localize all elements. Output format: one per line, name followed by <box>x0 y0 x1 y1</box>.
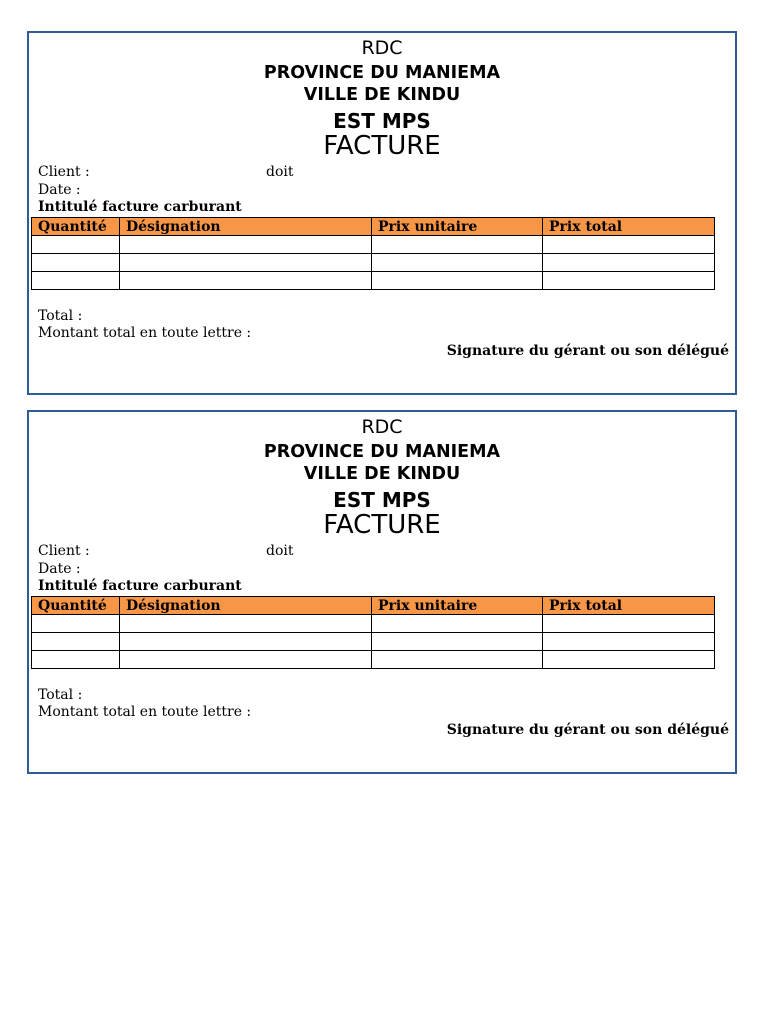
invoice-title: FACTURE <box>323 510 441 540</box>
table-cell[interactable] <box>372 651 543 669</box>
client-label: Client : <box>38 543 90 559</box>
province-heading: PROVINCE DU MANIEMA <box>263 442 501 462</box>
table-cell[interactable] <box>120 254 372 272</box>
invoice-form-2 <box>27 410 737 774</box>
company-heading: EST MPS <box>333 109 431 133</box>
table-cell[interactable] <box>543 272 715 290</box>
table-cell[interactable] <box>372 272 543 290</box>
table-cell[interactable] <box>543 254 715 272</box>
table-cell[interactable] <box>543 615 715 633</box>
table-cell[interactable] <box>32 615 120 633</box>
table-row <box>32 272 715 290</box>
table-cell[interactable] <box>120 272 372 290</box>
invoice-title: FACTURE <box>323 131 441 161</box>
column-header-prix-total: Prix total <box>543 218 715 236</box>
table-cell[interactable] <box>32 272 120 290</box>
company-heading: EST MPS <box>333 488 431 512</box>
total-label: Total : <box>38 687 83 703</box>
column-header-designation: Désignation <box>120 597 372 615</box>
table-cell[interactable] <box>372 254 543 272</box>
total-label: Total : <box>38 308 83 324</box>
city-heading: VILLE DE KINDU <box>303 464 461 484</box>
table-row <box>32 651 715 669</box>
table-cell[interactable] <box>32 254 120 272</box>
table-row <box>32 236 715 254</box>
column-header-prix-unitaire: Prix unitaire <box>372 597 543 615</box>
table-header-row <box>32 218 715 236</box>
column-header-prix-unitaire: Prix unitaire <box>372 218 543 236</box>
date-label: Date : <box>38 182 81 198</box>
signature-label: Signature du gérant ou son délégué <box>446 722 729 738</box>
column-header-quantite: Quantité <box>32 597 120 615</box>
table-header-row <box>32 597 715 615</box>
signature-label: Signature du gérant ou son délégué <box>446 343 729 359</box>
amount-in-words-label: Montant total en toute lettre : <box>38 704 252 720</box>
table-cell[interactable] <box>120 615 372 633</box>
column-header-designation: Désignation <box>120 218 372 236</box>
province-heading: PROVINCE DU MANIEMA <box>263 63 501 83</box>
table-cell[interactable] <box>32 633 120 651</box>
table-cell[interactable] <box>543 633 715 651</box>
table-cell[interactable] <box>372 633 543 651</box>
invoice-form-1 <box>27 31 737 395</box>
table-cell[interactable] <box>372 615 543 633</box>
table-cell[interactable] <box>32 236 120 254</box>
doit-label: doit <box>266 164 294 180</box>
table-row <box>32 633 715 651</box>
column-header-quantite: Quantité <box>32 218 120 236</box>
table-cell[interactable] <box>372 236 543 254</box>
invoice-lines-table <box>31 596 715 669</box>
table-cell[interactable] <box>120 633 372 651</box>
country-heading: RDC <box>361 416 403 438</box>
table-cell[interactable] <box>543 651 715 669</box>
amount-in-words-label: Montant total en toute lettre : <box>38 325 252 341</box>
invoice-subject: Intitulé facture carburant <box>38 199 242 215</box>
table-cell[interactable] <box>32 651 120 669</box>
table-row <box>32 254 715 272</box>
column-header-prix-total: Prix total <box>543 597 715 615</box>
table-cell[interactable] <box>120 236 372 254</box>
invoice-lines-table <box>31 217 715 290</box>
table-cell[interactable] <box>543 236 715 254</box>
city-heading: VILLE DE KINDU <box>303 85 461 105</box>
doit-label: doit <box>266 543 294 559</box>
country-heading: RDC <box>361 37 403 59</box>
table-row <box>32 615 715 633</box>
client-label: Client : <box>38 164 90 180</box>
date-label: Date : <box>38 561 81 577</box>
table-cell[interactable] <box>120 651 372 669</box>
invoice-subject: Intitulé facture carburant <box>38 578 242 594</box>
